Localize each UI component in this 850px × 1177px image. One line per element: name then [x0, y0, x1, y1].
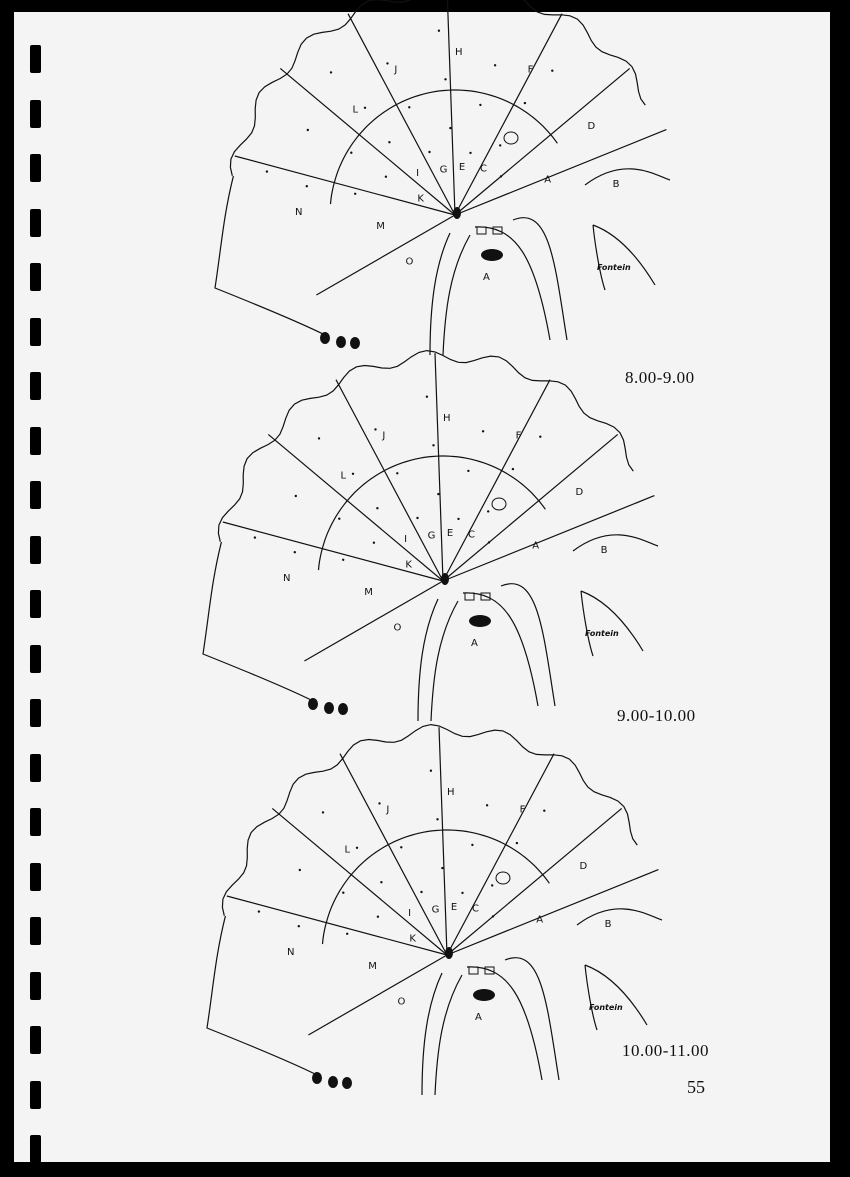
person-dot [467, 470, 469, 472]
sector-label: A [544, 174, 552, 186]
time-slot-label: 9.00-10.00 [617, 706, 696, 725]
person-dot [444, 78, 446, 80]
binding-hole [30, 45, 41, 73]
sector-label: K [409, 933, 416, 945]
binding-hole [30, 699, 41, 727]
person-dot [373, 542, 375, 544]
road-outer [501, 584, 555, 706]
person-dot [298, 925, 300, 927]
coastline [207, 916, 317, 1075]
fontein-label: Fontein [589, 1003, 623, 1012]
person-dot [322, 811, 324, 813]
parking-label: A [471, 638, 478, 649]
person-dot [318, 437, 320, 439]
person-dot [342, 559, 344, 561]
binding-hole [30, 590, 41, 618]
sector-label: G [427, 530, 436, 542]
marker [453, 207, 461, 219]
fontein-peninsula [593, 225, 655, 290]
person-dot [330, 71, 332, 73]
sector-label: E [450, 902, 458, 914]
binding-hole [30, 1026, 41, 1054]
person-dot [471, 844, 473, 846]
marker [441, 573, 449, 585]
binding-hole [30, 754, 41, 782]
building [477, 227, 486, 234]
person-dot [494, 64, 496, 66]
pool [496, 872, 510, 884]
person-dot [420, 891, 422, 893]
rock-blob [481, 249, 503, 261]
boat-shape [308, 698, 318, 710]
binding-hole [30, 1081, 41, 1109]
sector-label: O [397, 996, 406, 1008]
sector-label: L [340, 470, 347, 482]
person-dot [499, 144, 501, 146]
channel-left [418, 599, 438, 721]
beach-map-drawing [197, 770, 667, 1100]
channel-right [431, 601, 458, 721]
building [469, 967, 478, 974]
sector-label: M [376, 220, 385, 232]
person-dot [352, 473, 354, 475]
person-dot [299, 869, 301, 871]
person-dot [266, 170, 268, 172]
person-dot [378, 802, 380, 804]
channel-right [443, 235, 470, 355]
person-dot [436, 818, 438, 820]
sector-divider [235, 156, 455, 215]
binding-hole [30, 1135, 41, 1163]
sector-divider [447, 808, 622, 955]
time-slot-label: 10.00-11.00 [622, 1041, 710, 1060]
sector-label: I [408, 908, 412, 920]
binding-hole [30, 263, 41, 291]
sector-label: E [458, 162, 466, 174]
sector-label: C [468, 529, 475, 541]
sector-label: F [519, 804, 526, 816]
binding-hole [30, 917, 41, 945]
road-outer [505, 958, 559, 1080]
sector-divider [268, 434, 443, 581]
fontein-label: Fontein [597, 263, 631, 272]
pool [492, 498, 506, 510]
sector-divider [304, 581, 443, 661]
sector-label: H [455, 47, 463, 58]
binding-hole [30, 154, 41, 182]
sector-divider [308, 955, 447, 1035]
person-dot [295, 495, 297, 497]
sector-divider [316, 215, 455, 295]
sector-divider [447, 0, 455, 215]
sector-label: G [439, 164, 448, 176]
person-dot [258, 910, 260, 912]
sector-divider [227, 896, 447, 955]
person-dot [441, 867, 443, 869]
boat-shape [342, 1077, 352, 1089]
person-dot [346, 933, 348, 935]
parking-label: A [475, 1012, 482, 1023]
person-dot [426, 396, 428, 398]
binding-hole [30, 427, 41, 455]
sector-label: N [295, 207, 303, 218]
person-dot [356, 847, 358, 849]
person-dot [524, 102, 526, 104]
sector-label: I [416, 168, 420, 180]
sector-label: N [283, 573, 291, 584]
sector-label: K [417, 193, 424, 205]
sector-label: O [405, 256, 414, 268]
sector-label: C [472, 903, 479, 915]
boat-shape [312, 1072, 322, 1084]
coastline [203, 542, 313, 701]
person-dot [461, 892, 463, 894]
sector-label: M [364, 586, 373, 598]
person-dot [338, 518, 340, 520]
coast-right [585, 169, 670, 185]
person-dot [388, 141, 390, 143]
coast-right [577, 909, 662, 925]
binding-hole [30, 100, 41, 128]
time-slot-label: 8.00-9.00 [625, 368, 695, 387]
person-dot [469, 152, 471, 154]
sector-label: A [532, 540, 540, 552]
person-dot [487, 510, 489, 512]
road-inner [463, 593, 538, 706]
boat-shape [350, 337, 360, 349]
beach-map-drawing [205, 30, 675, 360]
person-dot [385, 176, 387, 178]
sector-label: O [393, 622, 402, 634]
pool [504, 132, 518, 144]
spiral-binding [0, 0, 40, 1177]
boat-shape [324, 702, 334, 714]
road-inner [467, 967, 542, 1080]
person-dot [486, 804, 488, 806]
coast-right [573, 535, 658, 551]
rock-blob [469, 615, 491, 627]
page-number: 55 [687, 1077, 705, 1097]
sector-divider [280, 68, 455, 215]
sector-label: H [447, 787, 455, 798]
sector-label: D [587, 120, 596, 132]
person-dot [408, 106, 410, 108]
person-dot [380, 881, 382, 883]
binding-hole [30, 209, 41, 237]
sector-label: J [394, 64, 398, 76]
channel-left [422, 973, 442, 1095]
person-dot [500, 175, 502, 177]
sector-divider [340, 754, 447, 955]
person-dot [374, 428, 376, 430]
sector-label: K [405, 559, 412, 571]
person-dot [294, 551, 296, 553]
person-dot [377, 916, 379, 918]
boat-shape [336, 336, 346, 348]
boat-shape [338, 703, 348, 715]
channel-left [430, 233, 450, 355]
sector-divider [223, 522, 443, 581]
person-dot [428, 151, 430, 153]
sector-label: A [536, 914, 544, 926]
fontein-peninsula [581, 591, 643, 656]
sector-label: F [527, 64, 534, 76]
person-dot [457, 518, 459, 520]
sector-label: N [287, 947, 295, 958]
sector-label: D [579, 860, 588, 872]
person-dot [438, 30, 440, 32]
person-dot [551, 70, 553, 72]
parking-label: A [483, 272, 490, 283]
person-dot [354, 193, 356, 195]
coastline [215, 176, 325, 335]
boat-shape [320, 332, 330, 344]
road-inner [475, 227, 550, 340]
sector-label: I [404, 534, 408, 546]
person-dot [396, 472, 398, 474]
person-dot [437, 493, 439, 495]
person-dot [400, 846, 402, 848]
sector-label: F [515, 430, 522, 442]
sector-label: G [431, 904, 440, 916]
sector-divider [443, 434, 618, 581]
rock-blob [473, 989, 495, 1001]
person-dot [364, 107, 366, 109]
channel-right [435, 975, 462, 1095]
sector-label: B [600, 545, 608, 557]
beach-sector-map [193, 396, 663, 726]
road-outer [513, 218, 567, 340]
boat-shape [328, 1076, 338, 1088]
person-dot [449, 127, 451, 129]
beach-map-drawing [193, 396, 663, 726]
person-dot [350, 152, 352, 154]
person-dot [512, 468, 514, 470]
sector-divider [348, 14, 455, 215]
binding-hole [30, 372, 41, 400]
person-dot [488, 541, 490, 543]
binding-hole [30, 536, 41, 564]
sector-label: M [368, 960, 377, 972]
person-dot [307, 129, 309, 131]
binding-hole [30, 318, 41, 346]
binding-hole [30, 863, 41, 891]
fontein-label: Fontein [585, 629, 619, 638]
person-dot [543, 810, 545, 812]
person-dot [416, 517, 418, 519]
binding-hole [30, 972, 41, 1000]
sector-label: J [386, 804, 390, 816]
sector-label: B [604, 919, 612, 931]
sector-divider [336, 380, 443, 581]
sector-label: B [612, 179, 620, 191]
sector-divider [455, 68, 630, 215]
person-dot [479, 104, 481, 106]
person-dot [492, 915, 494, 917]
person-dot [376, 507, 378, 509]
fontein-peninsula [585, 965, 647, 1030]
binding-hole [30, 645, 41, 673]
person-dot [491, 884, 493, 886]
binding-hole [30, 808, 41, 836]
beach-sector-map [197, 770, 667, 1100]
sector-label: L [344, 844, 351, 856]
sector-label: C [480, 163, 487, 175]
person-dot [432, 444, 434, 446]
marker [445, 947, 453, 959]
binding-hole [30, 481, 41, 509]
building [465, 593, 474, 600]
sector-label: D [575, 486, 584, 498]
person-dot [539, 436, 541, 438]
sector-label: E [446, 528, 454, 540]
person-dot [386, 62, 388, 64]
person-dot [516, 842, 518, 844]
sector-label: L [352, 104, 359, 116]
person-dot [254, 536, 256, 538]
sector-divider [272, 808, 447, 955]
sector-label: H [443, 413, 451, 424]
person-dot [430, 770, 432, 772]
sector-label: J [382, 430, 386, 442]
person-dot [482, 430, 484, 432]
beach-sector-map [205, 30, 675, 360]
person-dot [342, 892, 344, 894]
person-dot [306, 185, 308, 187]
